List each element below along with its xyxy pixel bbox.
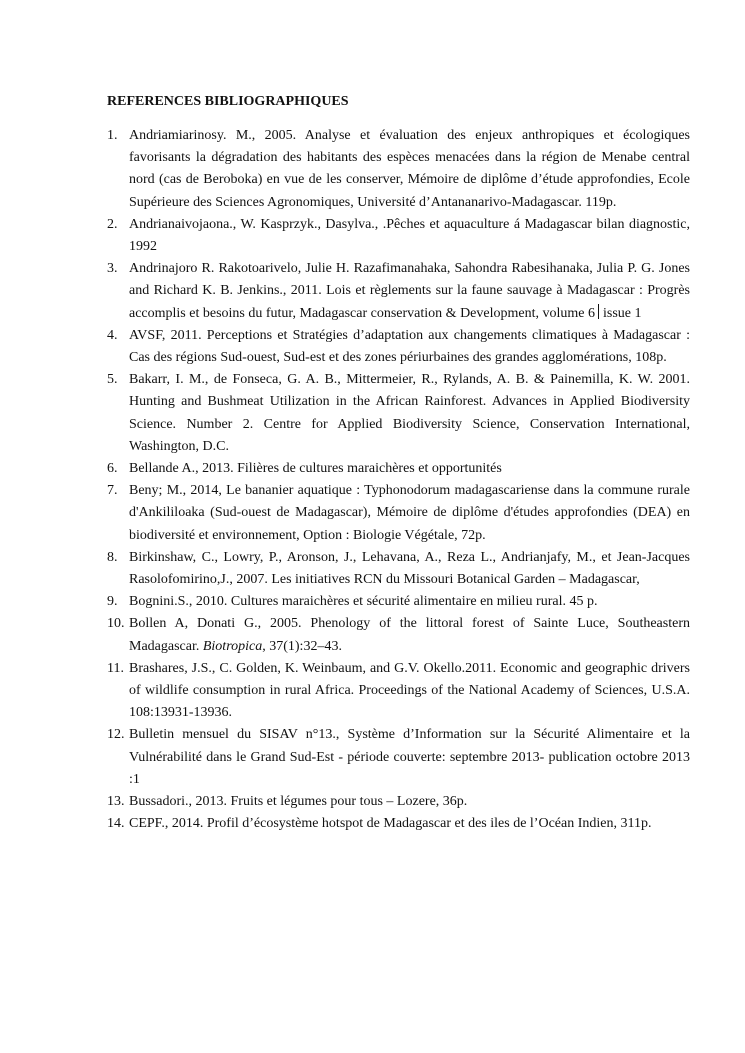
reference-number: 5. [107,372,118,388]
reference-number: 11. [107,660,124,676]
reference-number: 14. [107,816,125,832]
reference-item [107,613,690,657]
reference-text: Bussadori., 2013. Fruits et légumes pour tous – Lozere, 36p. [129,794,468,810]
reference-item [107,547,690,591]
reference-text [129,258,690,325]
reference-item [107,480,690,547]
reference-text: Andriamiarinosy. M., 2005. Analyse et évaluation des enjeux anthropiques et écologiques favorisants la dégradation des habitants des espèces menacées dans la région de Menabe central nord (cas de Beroboka) en vue de les conserver, Mémoire de diplôme d’étude approfondies, Ecole Supérieure des Sciences Agronomiques, Université d’Antananarivo-Madagascar. 119p. [129,128,690,210]
reference-number: 4. [107,327,118,343]
reference-item [107,325,690,369]
reference-list [107,125,690,836]
reference-text: Brashares, J.S., C. Golden, K. Weinbaum, and G.V. Okello.2011. Economic and geographic drivers of wildlife consumption in rural Africa. Proceedings of the National Academy of Sciences, U.S.A. 108:13931-13936. [129,660,690,721]
reference-text: Andrianaivojaona., W. Kasprzyk., Dasylva., .Pêches et aquaculture á Madagascar bilan diagnostic, 1992 [129,216,690,255]
reference-text: Bulletin mensuel du SISAV n°13., Système d’Information sur la Sécurité Alimentaire et la Vulnérabilité dans le Grand Sud-Est - période couverte: septembre 2013- publication octobre 2013 :1 [129,727,690,787]
reference-number: 13. [107,794,125,810]
reference-item [107,258,690,325]
reference-text-part: Andrinajoro R. Rakotoarivelo, Julie H. Razafimanahaka, Sahondra Rabesihanaka, Julia P. G. Jones and Richard K. B. Jenkins., 2011. Lois et règlements sur la faune sauvage à Madagascar : Progrès accomplis et besoins du futur, Madagascar conservation & Development, volume 6 [129,261,690,321]
reference-item [107,125,690,214]
reference-text-part: issue 1 [599,305,642,321]
reference-item [107,591,690,613]
reference-number: 3. [107,261,118,277]
reference-item [107,214,690,258]
reference-number: 12. [107,727,125,743]
reference-text: Bognini.S., 2010. Cultures maraichères et sécurité alimentaire en milieu rural. 45 p. [129,594,598,610]
journal-title: Biotropica [202,638,263,654]
reference-text [129,613,690,657]
section-title: REFERENCES BIBLIOGRAPHIQUES [107,94,349,109]
reference-number: 6. [107,461,118,477]
reference-number: 10. [107,616,125,632]
reference-text: CEPF., 2014. Profil d’écosystème hotspot de Madagascar et des iles de l’Océan Indien, 311p. [129,816,652,832]
reference-item [107,791,690,813]
reference-text: AVSF, 2011. Perceptions et Stratégies d’adaptation aux changements climatiques à Madagascar : Cas des régions Sud-ouest, Sud-est et des zones périurbaines des grandes agglomérations, 108p. [129,327,690,366]
reference-item [107,724,690,791]
reference-item [107,813,690,835]
reference-number: 2. [107,216,118,232]
reference-text: Birkinshaw, C., Lowry, P., Aronson, J., Lehavana, A., Reza L., Andrianjafy, M., et Jean-Jacques Rasolofomirino,J., 2007. Les initiatives RCN du Missouri Botanical Garden – Madagascar, [129,549,690,588]
reference-item [107,369,690,458]
reference-number: 7. [107,483,118,499]
reference-item [107,458,690,480]
reference-text: Bakarr, I. M., de Fonseca, G. A. B., Mittermeier, R., Rylands, A. B. & Painemilla, K. W. 2001. Hunting and Bushmeat Utilization in the African Rainforest. Advances in Applied Biodiversity Science. Number 2. Centre for Applied Biodiversity Science, Conservation International, Washington, D.C. [129,372,690,454]
reference-text-part: , 37(1):32–43. [262,638,342,654]
reference-text-part: Bollen A, Donati G., 2005. Phenology of the littoral forest of Sainte Luce, Southeastern Madagascar. [129,616,690,654]
reference-number: 8. [107,549,118,565]
reference-number: 1. [107,128,118,143]
reference-text: Bellande A., 2013. Filières de cultures maraichères et opportunités [129,461,502,477]
reference-item [107,658,690,725]
reference-number: 9. [107,594,118,610]
reference-text: Beny; M., 2014, Le bananier aquatique : Typhonodorum madagascariense dans la commune rurale d'Ankililoaka (Sud-ouest de Madagascar), Mémoire de diplôme d'études approfondies (DEA) en biodiversité et environnement, Option : Biologie Végétale, 72p. [129,483,690,543]
